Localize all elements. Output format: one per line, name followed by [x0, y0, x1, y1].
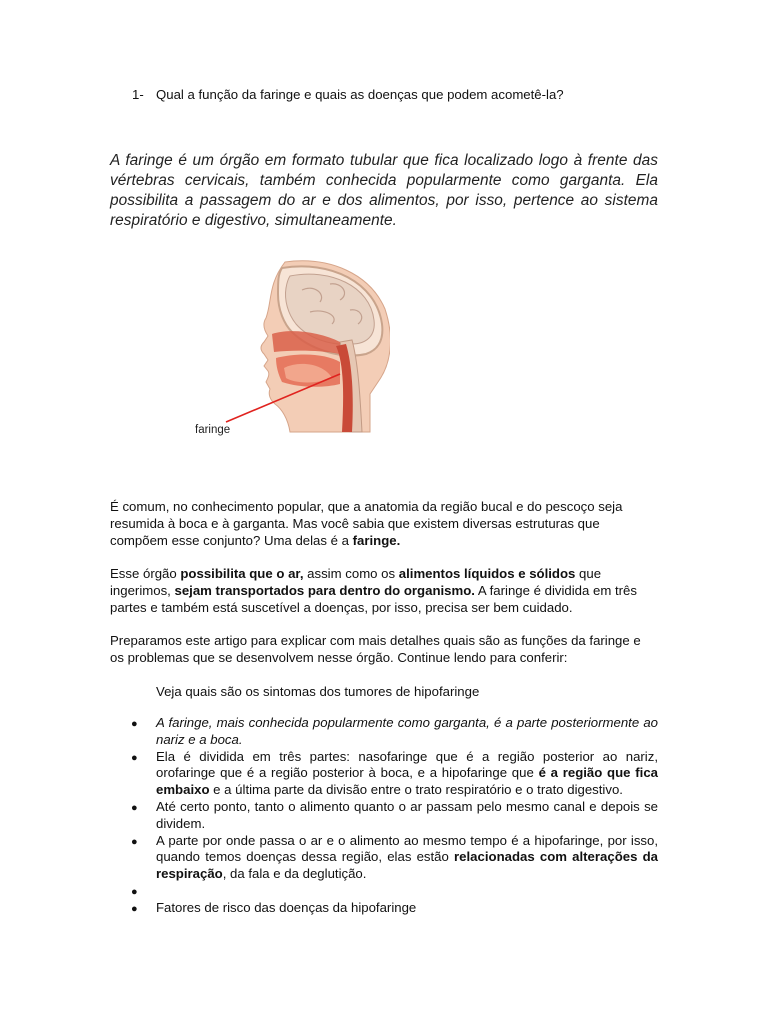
- pharynx-figure: [190, 254, 390, 444]
- figure-label: faringe: [195, 424, 231, 436]
- bullet-marker: ●: [131, 801, 138, 814]
- paragraph-2-bold-2: alimentos líquidos e sólidos: [398, 566, 576, 581]
- list-item: [128, 833, 658, 883]
- list-item: [128, 799, 658, 833]
- bullet-marker: ●: [131, 835, 138, 848]
- paragraph-1: [110, 499, 658, 549]
- list-item-text: , da fala e da deglutição.: [222, 866, 367, 882]
- paragraph-2-text-1: Esse órgão: [110, 566, 181, 581]
- list-item: [128, 883, 658, 900]
- list-item-text: Fatores de risco das doenças da hipofaringe: [156, 899, 417, 915]
- question-number: 1-: [132, 87, 144, 102]
- list-item-text: e a última parte da divisão entre o trato respiratório e o trato digestivo.: [209, 782, 623, 798]
- paragraph-1-text: É comum, no conhecimento popular, que a anatomia da região bucal e do pescoço seja resumida à boca e à garganta. Mas você sabia que existem diversas estruturas que compõem esse conjunto? Uma delas é a: [110, 499, 623, 548]
- list-item-text: A parte por onde passa o ar e o alimento ao mesmo tempo é a hipofaringe, por isso, quando temos doenças dessa região, elas estão: [156, 832, 658, 865]
- intro-paragraph: A faringe é um órgão em formato tubular que fica localizado logo à frente das vértebras cervicais, também conhecida popularmente como garganta. Ela possibilita a passagem do ar e dos alimentos, por isso, pertence ao sistema respiratório e digestivo, simultaneamente.: [110, 152, 658, 229]
- paragraph-2-text-3: que ingerimos,: [110, 566, 602, 598]
- paragraph-2-bold-3: sejam transportados para dentro do organismo.: [174, 582, 475, 598]
- list-item-text: Até certo ponto, tanto o alimento quanto o ar passam pelo mesmo canal e depois se dividem.: [156, 798, 658, 831]
- list-item-text: A faringe, mais conhecida popularmente como garganta, é a parte posteriormente ao nariz e a boca.: [156, 715, 658, 747]
- list-item-bold: é a região que fica embaixo: [156, 765, 658, 798]
- paragraph-2-text-2: assim como os: [303, 566, 399, 581]
- list-item-bold: relacionadas com alterações da respiração: [156, 849, 658, 882]
- bullet-marker: ●: [131, 751, 138, 764]
- list-item: [128, 749, 658, 799]
- subheading: Veja quais são os sintomas dos tumores de hipofaringe: [156, 684, 480, 699]
- question-text: Qual a função da faringe e quais as doenças que podem acometê-la?: [156, 87, 564, 102]
- bullet-list: [128, 715, 658, 917]
- list-item: [128, 715, 658, 749]
- head-anatomy-illustration: [190, 254, 390, 444]
- paragraph-1-bold: faringe.: [352, 532, 401, 548]
- paragraph-2: [110, 566, 658, 616]
- list-item: [128, 900, 658, 917]
- bullet-marker: ●: [131, 902, 138, 915]
- list-item-text: Ela é dividida em três partes: nasofaringe que é a região posterior ao nariz, orofaringe que é a região posterior à boca, e a hipofaringe que: [156, 748, 658, 781]
- paragraph-2-bold-1: possibilita que o ar,: [180, 566, 304, 581]
- paragraph-3: Preparamos este artigo para explicar com mais detalhes quais são as funções da faringe e os problemas que se desenvolvem nesse órgão. Continue lendo para conferir:: [110, 633, 641, 665]
- paragraph-2-text-4: A faringe é dividida em três partes e também está suscetível a doenças, por isso, precisa ser bem cuidado.: [110, 582, 637, 615]
- question-heading: [132, 86, 564, 104]
- bullet-marker: ●: [131, 718, 138, 730]
- bullet-marker: ●: [131, 885, 138, 898]
